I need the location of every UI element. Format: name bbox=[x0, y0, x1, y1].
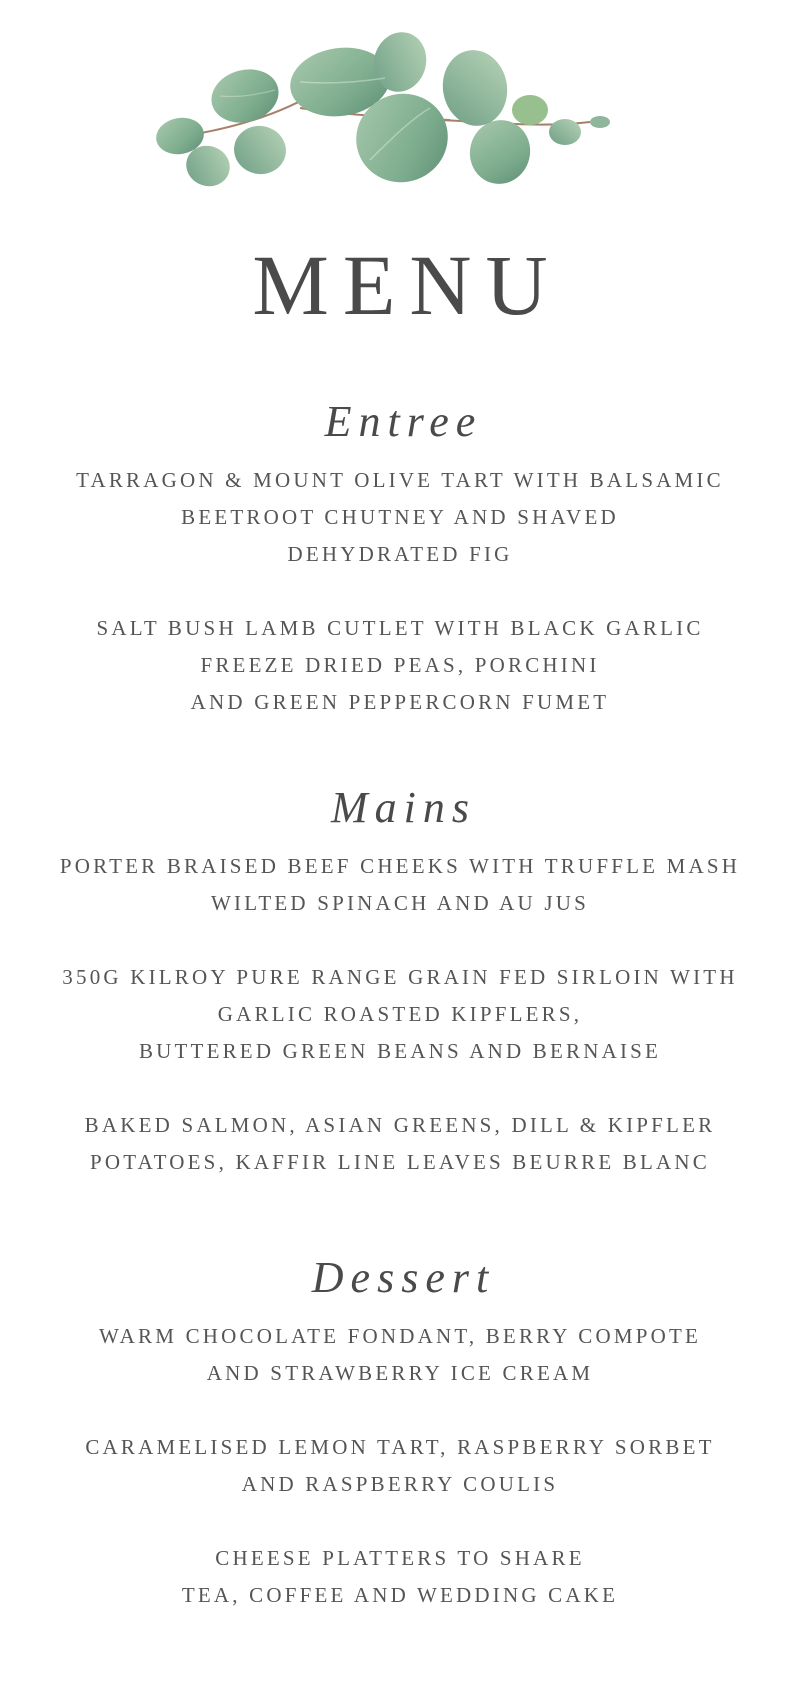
dish-item bbox=[0, 1107, 800, 1181]
dish-item bbox=[0, 1540, 800, 1614]
eucalyptus-foliage-icon bbox=[150, 20, 650, 210]
dish-item bbox=[0, 959, 800, 1070]
dish-line: WILTED SPINACH AND AU JUS bbox=[211, 891, 589, 915]
dish-line: BAKED SALMON, ASIAN GREENS, DILL & KIPFLER bbox=[84, 1113, 716, 1137]
section-entree bbox=[0, 397, 800, 721]
dish-line: BUTTERED GREEN BEANS AND BERNAISE bbox=[138, 1039, 662, 1063]
dish-line: TARRAGON & MOUNT OLIVE TART WITH BALSAMIC bbox=[76, 468, 724, 492]
section-mains bbox=[0, 783, 800, 1181]
dish-line: AND RASPBERRY COULIS bbox=[241, 1472, 559, 1496]
dish-line: FREEZE DRIED PEAS, PORCHINI bbox=[200, 653, 600, 677]
dish-line: WARM CHOCOLATE FONDANT, BERRY COMPOTE bbox=[98, 1324, 701, 1348]
dish-line: DEHYDRATED FIG bbox=[287, 542, 513, 566]
section-heading-dessert: Dessert bbox=[311, 1253, 496, 1302]
dish-item bbox=[0, 1318, 800, 1392]
dish-line: CARAMELISED LEMON TART, RASPBERRY SORBET bbox=[85, 1435, 715, 1459]
section-heading-entree: Entree bbox=[324, 397, 483, 446]
section-dessert bbox=[0, 1253, 800, 1614]
dish-item bbox=[0, 848, 800, 922]
dish-item bbox=[0, 462, 800, 573]
dish-line: AND GREEN PEPPERCORN FUMET bbox=[190, 690, 610, 714]
dish-list-entree bbox=[0, 462, 800, 721]
dish-line: POTATOES, KAFFIR LINE LEAVES BEURRE BLANC bbox=[90, 1150, 710, 1174]
dish-item bbox=[0, 610, 800, 721]
dish-line: SALT BUSH LAMB CUTLET WITH BLACK GARLIC bbox=[96, 616, 704, 640]
dish-line: BEETROOT CHUTNEY AND SHAVED bbox=[181, 505, 619, 529]
dish-line: AND STRAWBERRY ICE CREAM bbox=[206, 1361, 594, 1385]
dish-line: TEA, COFFEE AND WEDDING CAKE bbox=[181, 1583, 619, 1607]
dish-line: 350G KILROY PURE RANGE GRAIN FED SIRLOIN WITH bbox=[62, 965, 738, 989]
dish-item bbox=[0, 1429, 800, 1503]
dish-list-mains bbox=[0, 848, 800, 1181]
dish-list-dessert bbox=[0, 1318, 800, 1614]
menu-title: MENU bbox=[252, 237, 562, 333]
dish-line: PORTER BRAISED BEEF CHEEKS WITH TRUFFLE MASH bbox=[59, 854, 741, 878]
dish-line: CHEESE PLATTERS TO SHARE bbox=[215, 1546, 585, 1570]
dish-line: GARLIC ROASTED KIPFLERS, bbox=[217, 1002, 583, 1026]
section-heading-mains: Mains bbox=[331, 783, 476, 832]
